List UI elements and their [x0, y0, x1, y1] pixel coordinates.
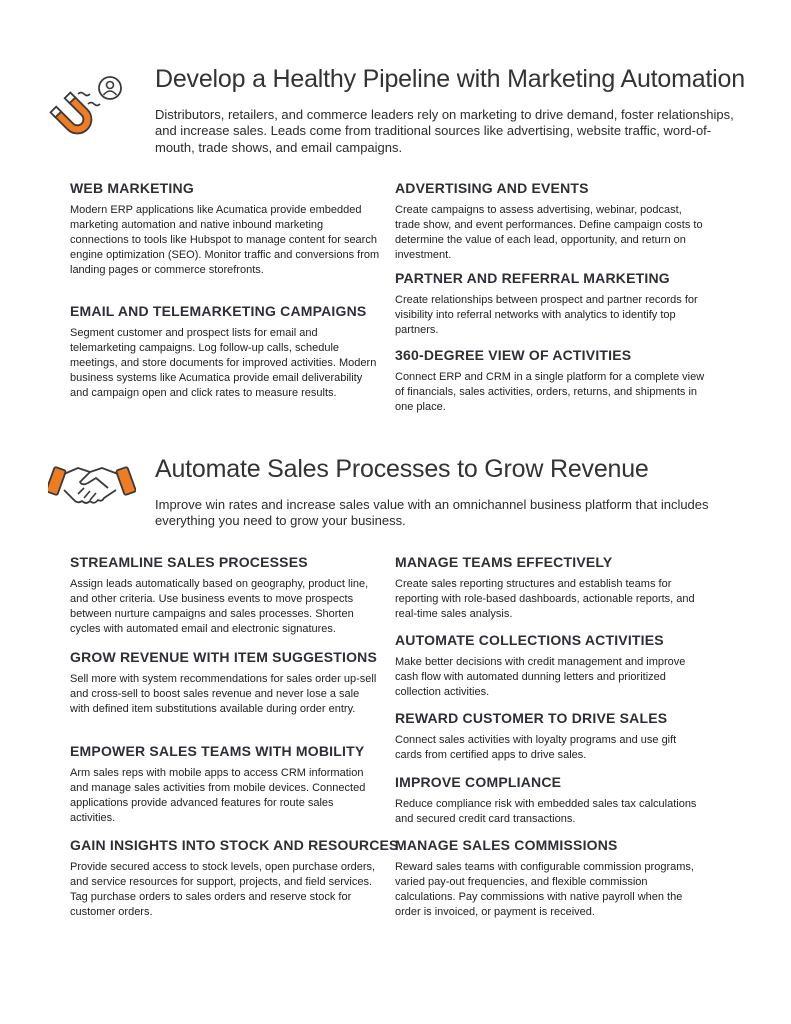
block-heading: ADVERTISING AND EVENTS: [395, 180, 589, 196]
compliance-block: [395, 774, 705, 827]
partner-referral-block: [395, 270, 705, 338]
block-heading: WEB MARKETING: [70, 180, 194, 196]
section-title: Develop a Healthy Pipeline with Marketing Automation: [155, 65, 745, 93]
block-heading: IMPROVE COMPLIANCE: [395, 774, 562, 790]
block-heading: EMAIL AND TELEMARKETING CAMPAIGNS: [70, 303, 367, 319]
reward-customer-block: [395, 710, 705, 763]
block-heading: GROW REVENUE WITH ITEM SUGGESTIONS: [70, 649, 378, 665]
manage-teams-block: [395, 554, 705, 622]
item-suggestions-block: [70, 649, 380, 717]
block-heading: STREAMLINE SALES PROCESSES: [70, 554, 308, 570]
collections-block: [395, 632, 705, 700]
block-heading: EMPOWER SALES TEAMS WITH MOBILITY: [70, 743, 365, 759]
block-heading: MANAGE TEAMS EFFECTIVELY: [395, 554, 613, 570]
streamline-sales-block: [70, 554, 380, 637]
block-text: Reduce compliance risk with embedded sales tax calculations and secured credit card transactions.: [395, 798, 697, 825]
section-title: Automate Sales Processes to Grow Revenue: [155, 455, 649, 483]
section-intro: Improve win rates and increase sales value with an omnichannel business platform that includes everything you need to grow your business.: [155, 497, 709, 529]
block-heading: REWARD CUSTOMER TO DRIVE SALES: [395, 710, 668, 726]
magnet-icon: [48, 66, 128, 151]
web-marketing-block: [70, 180, 380, 278]
block-text: Sell more with system recommendations for sales order up-sell and cross-sell to boost sales revenue and never lose a sale with defined item substitutions available during order entry.: [70, 673, 377, 715]
block-text: Connect sales activities with loyalty programs and use gift cards from certified apps to drive sales.: [395, 734, 677, 761]
section-intro: Distributors, retailers, and commerce leaders rely on marketing to drive demand, foster relationships, and increase sales. Leads come from traditional sources like advertising, website traffic, word-of-mouth, trade shows, and email campaigns.: [155, 107, 734, 155]
block-heading: GAIN INSIGHTS INTO STOCK AND RESOURCES: [70, 837, 399, 853]
stock-resources-block: [70, 837, 399, 920]
block-text: Arm sales reps with mobile apps to access CRM information and manage sales activities from mobile devices. Connected applications provide advanced features for route sales activities.: [70, 767, 366, 824]
block-text: Create campaigns to assess advertising, webinar, podcast, trade show, and event performances. Define campaign costs to determine the value of each lead, opportunity, and return on investment.: [395, 204, 703, 261]
email-telemarketing-block: [70, 303, 380, 401]
360-view-block: [395, 347, 705, 415]
block-heading: MANAGE SALES COMMISSIONS: [395, 837, 618, 853]
sales-mobility-block: [70, 743, 380, 826]
block-text: Reward sales teams with configurable commission programs, varied pay-out frequencies, and flexible commission calculations. Pay commissions with native payroll when the order is invoiced, or payment is received.: [395, 861, 694, 918]
block-text: Connect ERP and CRM in a single platform for a complete view of financials, sales activities, orders, returns, and shipments in one place.: [395, 371, 705, 413]
block-text: Provide secured access to stock levels, open purchase orders, and service resources for support, projects, and field services. Tag purchase orders to sales orders and reserve stock for customer orders.: [70, 861, 376, 918]
block-heading: AUTOMATE COLLECTIONS ACTIVITIES: [395, 632, 664, 648]
advertising-events-block: [395, 180, 705, 263]
block-heading: PARTNER AND REFERRAL MARKETING: [395, 270, 670, 286]
block-text: Segment customer and prospect lists for email and telemarketing campaigns. Log follow-up calls, schedule meetings, and store documents for improved activities. Modern business systems like Acumatica provide email deliverability and campaign open and click rates to measure results.: [70, 327, 377, 399]
block-text: Create relationships between prospect and partner records for visibility into referral networks with analytics to identify top partners.: [395, 294, 698, 336]
handshake-icon: [48, 456, 136, 521]
block-text: Make better decisions with credit management and improve cash flow with automated dunning letters and prioritized collection activities.: [395, 656, 686, 698]
block-text: Modern ERP applications like Acumatica provide embedded marketing automation and native inbound marketing connections to tools like Hubspot to manage content for search engine optimization (SEO). Monitor traffic and conversions from landing pages or commerce storefronts.: [70, 204, 380, 276]
sales-commissions-block: [395, 837, 705, 920]
block-heading: 360-DEGREE VIEW OF ACTIVITIES: [395, 347, 632, 363]
block-text: Assign leads automatically based on geography, product line, and other criteria. Use business events to move prospects between nurture campaigns and sales processes. Shorten cycles with automated email and electronic signatures.: [70, 578, 369, 635]
block-text: Create sales reporting structures and establish teams for reporting with role-based dashboards, actionable reports, and real-time sales analysis.: [395, 578, 695, 620]
